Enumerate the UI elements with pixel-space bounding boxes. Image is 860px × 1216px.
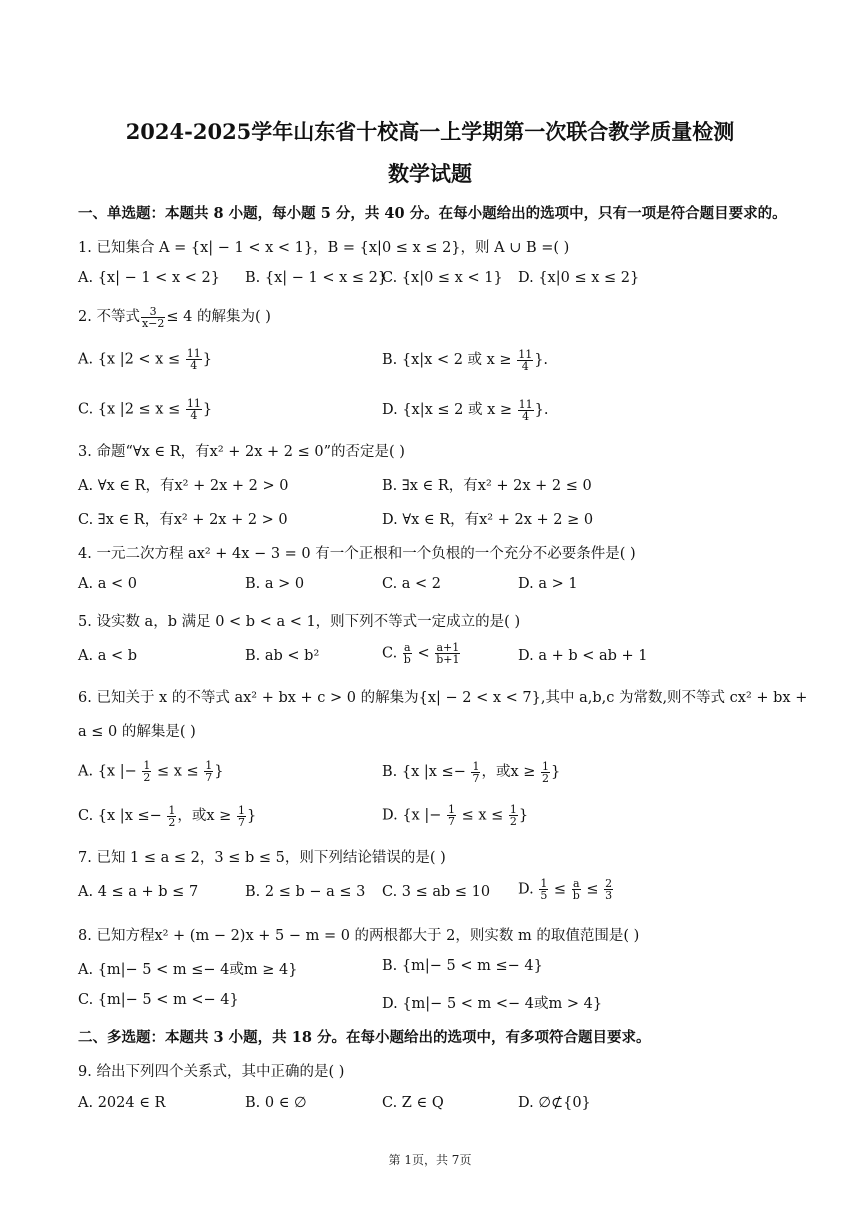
question-6-option-a: A. {x |− $\frac{1}{2}$ ≤ x ≤ $\frac{1}{7}$ }: [78, 759, 224, 784]
question-5-option-a: A. a < b: [78, 648, 137, 664]
fraction: $\frac{1}{7}$: [447, 803, 455, 828]
question-2-option-b: B. {x|x < 2 或 x ≥ $\frac{11}{4}$ }.: [382, 347, 549, 373]
fraction: $\frac{1}{7}$: [205, 759, 213, 784]
question-2-option-d: D. {x|x ≤ 2 或 x ≥ $\frac{11}{4}$ }.: [382, 397, 549, 423]
fraction: $\frac{1}{2}$: [542, 759, 550, 785]
fraction: $\frac{a+1}{b+1}$: [436, 641, 460, 666]
question-6-stem-line-1: 6. 已知关于 x 的不等式 ax² + bx + c > 0 的解集为{x| − 2 < x < 7},其中 a,b,c 为常数,则不等式 cx² + bx +: [78, 690, 808, 706]
question-7-option-c: C. 3 ≤ ab ≤ 10: [382, 884, 491, 900]
question-4-stem: 4. 一元二次方程 ax² + 4x − 3 = 0 有一个正根和一个负根的一个充分不必要条件是( ): [78, 546, 636, 562]
fraction: $\frac{3}{x-2}$: [141, 304, 165, 330]
question-7-option-d: D. $\frac{1}{5}$ ≤ $\frac{a}{b}$ ≤ $\frac{2}{3}$: [518, 877, 613, 902]
question-6-option-c: C. {x |x ≤− $\frac{1}{2}$ ，或x ≥ $\frac{1}{7}$ }: [78, 803, 257, 829]
question-2-option-c: C. {x |2 ≤ x ≤ $\frac{11}{4}$ }: [78, 397, 213, 422]
question-7-option-b: B. 2 ≤ b − a ≤ 3: [245, 884, 366, 900]
question-3-option-b: B. ∃x ∈ R，有x² + 2x + 2 ≤ 0: [382, 478, 592, 494]
fraction: $\frac{1}{2}$: [509, 803, 517, 828]
question-6-stem-line-2: a ≤ 0 的解集是( ): [78, 724, 196, 740]
question-9-stem: 9. 给出下列四个关系式，其中正确的是( ): [78, 1064, 345, 1080]
question-4-option-a: A. a < 0: [78, 576, 137, 592]
section-1-heading: 一、单选题：本题共 8 小题，每小题 5 分，共 40 分。在每小题给出的选项中，只有一项是符合题目要求的。: [78, 205, 787, 222]
page-footer: 第 1页，共 7页: [388, 1153, 472, 1167]
fraction: $\frac{2}{3}$: [605, 877, 613, 902]
question-2-option-a: A. {x |2 < x ≤ $\frac{11}{4}$ }: [78, 347, 212, 372]
fraction: $\frac{1}{5}$: [540, 877, 548, 902]
exam-subtitle: 数学试题: [388, 161, 472, 186]
fraction: $\frac{1}{7}$: [237, 803, 245, 829]
fraction: $\frac{1}{2}$: [168, 803, 176, 829]
question-1-stem: 1. 已知集合 A = {x| − 1 < x < 1}，B = {x|0 ≤ x ≤ 2}，则 A ∪ B =( ): [78, 240, 570, 256]
question-7-stem: 7. 已知 1 ≤ a ≤ 2，3 ≤ b ≤ 5，则下列结论错误的是( ): [78, 850, 446, 866]
question-3-stem: 3. 命题“∀x ∈ R，有x² + 2x + 2 ≤ 0”的否定是( ): [78, 444, 405, 460]
question-2-stem-text-end: ≤ 4 的解集为( ): [166, 309, 271, 325]
question-5-option-c: C. $\frac{a}{b}$ < $\frac{a+1}{b+1}$: [382, 641, 460, 666]
question-8-stem: 8. 已知方程x² + (m − 2)x + 5 − m = 0 的两根都大于 2，则实数 m 的取值范围是( ): [78, 928, 640, 944]
question-5-option-b: B. ab < b²: [245, 648, 320, 664]
question-5-option-d: D. a + b < ab + 1: [518, 648, 648, 664]
fraction: $\frac{11}{4}$: [186, 347, 201, 372]
fraction: $\frac{a}{b}$: [572, 877, 580, 902]
fraction: $\frac{11}{4}$: [518, 347, 533, 373]
fraction: $\frac{11}{4}$: [518, 397, 533, 423]
question-9-option-b: B. 0 ∈ ∅: [245, 1095, 307, 1111]
question-2-stem: [78, 305, 271, 329]
question-1-option-d: D. {x|0 ≤ x ≤ 2}: [518, 270, 640, 286]
question-7-option-a: A. 4 ≤ a + b ≤ 7: [78, 884, 199, 900]
question-4-option-d: D. a > 1: [518, 576, 578, 592]
question-3-option-c: C. ∃x ∈ R，有x² + 2x + 2 > 0: [78, 512, 288, 528]
question-4-option-b: B. a > 0: [245, 576, 305, 592]
question-1-option-b: B. {x| − 1 < x ≤ 2}: [245, 270, 388, 286]
question-5-stem: 5. 设实数 a，b 满足 0 < b < a < 1，则下列不等式一定成立的是( ): [78, 614, 521, 630]
question-6-option-b: B. {x |x ≤− $\frac{1}{7}$ ，或x ≥ $\frac{1}{2}$ }: [382, 759, 561, 785]
question-8-option-c: C. {m|− 5 < m <− 4}: [78, 992, 239, 1008]
question-9-option-a: A. 2024 ∈ R: [78, 1095, 166, 1111]
question-9-option-d: D. ∅⊄{0}: [518, 1095, 591, 1111]
fraction: $\frac{11}{4}$: [186, 397, 201, 422]
question-1-option-c: C. {x|0 ≤ x < 1}: [382, 270, 503, 286]
question-3-option-d: D. ∀x ∈ R，有x² + 2x + 2 ≥ 0: [382, 512, 594, 528]
question-3-option-a: A. ∀x ∈ R，有x² + 2x + 2 > 0: [78, 478, 289, 494]
question-8-option-d: D. {m|− 5 < m <− 4或m > 4}: [382, 996, 603, 1012]
fraction: $\frac{a}{b}$: [403, 641, 411, 666]
question-4-option-c: C. a < 2: [382, 576, 442, 592]
question-2-stem-text: 2. 不等式: [78, 309, 140, 325]
question-6-option-d: D. {x |− $\frac{1}{7}$ ≤ x ≤ $\frac{1}{2}$ }: [382, 803, 529, 828]
question-8-option-b: B. {m|− 5 < m ≤− 4}: [382, 958, 543, 974]
section-2-heading: 二、多选题：本题共 3 小题，共 18 分。在每小题给出的选项中，有多项符合题目要求。: [78, 1029, 651, 1046]
fraction: $\frac{1}{7}$: [472, 759, 480, 785]
question-9-option-c: C. Z ∈ Q: [382, 1095, 444, 1111]
exam-title: 2024-2025学年山东省十校高一上学期第一次联合教学质量检测: [125, 119, 735, 144]
question-1-option-a: A. {x| − 1 < x < 2}: [78, 270, 220, 286]
fraction: $\frac{1}{2}$: [143, 759, 151, 784]
question-8-option-a: A. {m|− 5 < m ≤− 4或m ≥ 4}: [78, 962, 298, 978]
